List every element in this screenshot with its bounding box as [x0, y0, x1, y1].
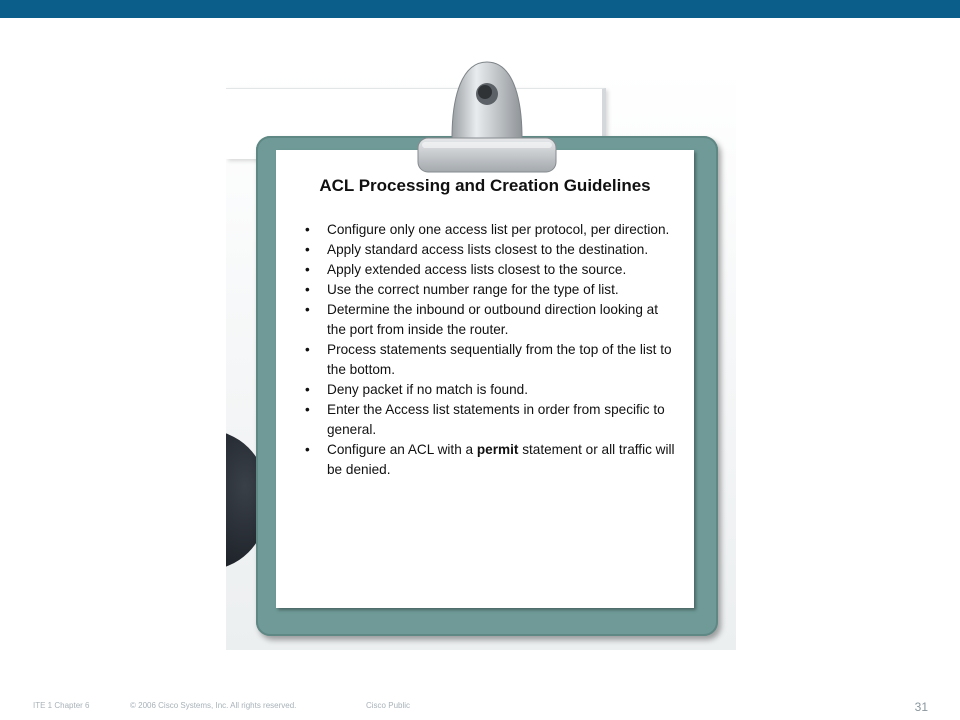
- list-item: [305, 240, 680, 260]
- bullet-glyph: •: [305, 262, 310, 277]
- permit-keyword: permit: [476, 442, 519, 457]
- list-item-text: Apply extended access lists closest to the source.: [327, 262, 627, 277]
- clipboard-clip-icon: [412, 56, 562, 176]
- list-item-text: Process statements sequentially from the top of the list to the bottom.: [327, 342, 672, 377]
- bullet-glyph: •: [305, 282, 310, 297]
- list-item: [305, 220, 680, 240]
- list-item: [305, 440, 680, 480]
- list-item-text: Deny packet if no match is found.: [327, 382, 528, 397]
- top-banner: [0, 0, 960, 18]
- page-number: 31: [914, 700, 928, 714]
- bullet-glyph: •: [305, 242, 310, 257]
- guidelines-list: [305, 220, 680, 480]
- list-item-text: Apply standard access lists closest to the destination.: [327, 242, 649, 257]
- slide-title: ACL Processing and Creation Guidelines: [319, 176, 651, 195]
- list-item-text: Configure only one access list per protocol, per direction.: [327, 222, 670, 237]
- list-item: [305, 400, 680, 440]
- list-item-text: Determine the inbound or outbound direction looking at the port from inside the router.: [327, 302, 659, 337]
- bullet-glyph: •: [305, 342, 310, 357]
- list-item: [305, 300, 680, 340]
- bullet-glyph: •: [305, 402, 310, 417]
- list-item: [305, 380, 680, 400]
- bullet-glyph: •: [305, 302, 310, 317]
- list-item-text-after: statement or all traffic will be denied.: [327, 442, 675, 477]
- bullet-glyph: •: [305, 442, 310, 457]
- bullet-glyph: •: [305, 222, 310, 237]
- footer-course: ITE 1 Chapter 6: [33, 701, 90, 710]
- footer-copyright: © 2006 Cisco Systems, Inc. All rights reserved.: [130, 701, 297, 710]
- footer-classification: Cisco Public: [366, 701, 411, 710]
- list-item: [305, 280, 680, 300]
- list-item-text-before: Configure an ACL with a: [327, 442, 477, 457]
- list-item-text: Enter the Access list statements in order from specific to general.: [327, 402, 665, 437]
- list-item: [305, 260, 680, 280]
- bullet-glyph: •: [305, 382, 310, 397]
- list-item: [305, 340, 680, 380]
- list-item-text: Use the correct number range for the type of list.: [327, 282, 619, 297]
